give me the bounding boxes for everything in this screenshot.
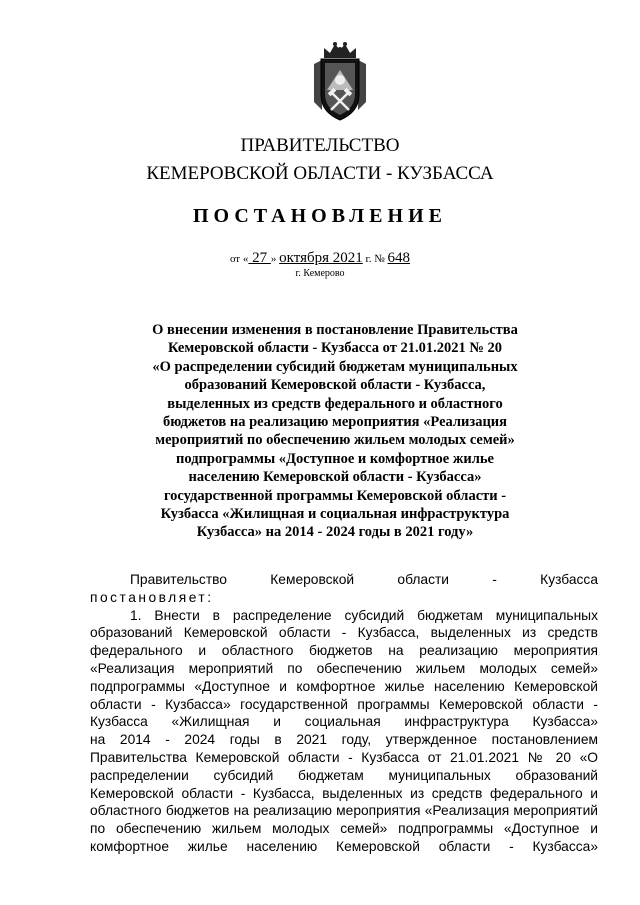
subject-line: подпрограммы «Доступное и комфортное жилье (176, 450, 494, 467)
body-line: области - Кузбасса» государственной программы Кемеровской области - (90, 696, 598, 712)
subject-line: образований Кемеровской области - Кузбасса, (184, 377, 486, 394)
date-suffix: г. № (362, 253, 388, 265)
subject-line: мероприятий по обеспечению жильем молодых семей» (155, 432, 515, 449)
body-line: федерального и областного бюджетов на реализацию мероприятия (90, 643, 598, 659)
body-line: по обеспечению жильем молодых семей» подпрограммы «Доступное и (90, 821, 598, 837)
date-month-year: октября 2021 (279, 250, 363, 266)
document-number: 648 (387, 250, 411, 266)
body-line: образований Кемеровской области - Кузбасса, выделенных из средств (90, 625, 598, 641)
body-line: «Реализация мероприятий по обеспечению жильем молодых семей» (90, 660, 598, 676)
subject-line: Кемеровской области - Кузбасса от 21.01.2021 № 20 (167, 340, 503, 357)
body-line: подпрограммы «Доступное и комфортное жилье населению Кемеровской (90, 678, 598, 694)
subject-line: Кузбасса «Жилищная и социальная инфраструктура (160, 506, 510, 523)
decree-subject (120, 321, 550, 542)
body-line: Правительства Кемеровской области - Кузбасса от 21.01.2021 № 20 «О (90, 749, 598, 765)
government-name-line1: ПРАВИТЕЛЬСТВО (240, 135, 400, 156)
subject-line: выделенных из средств федерального и областного (167, 395, 503, 412)
body-line: 1. Внести в распределение субсидий бюджетам муниципальных (130, 607, 598, 623)
body-line: Кемеровской области - Кузбасса, выделенных из средств федерального и (90, 785, 598, 801)
date-number-line (0, 250, 640, 267)
body-line: постановляет: (90, 589, 214, 605)
date-mid: » (270, 253, 280, 265)
body-line: распределении субсидий бюджетам муниципальных образований (90, 767, 598, 783)
subject-line: государственной программы Кемеровской области - (163, 487, 507, 504)
date-day: 27 (248, 250, 271, 266)
date-prefix: от « (229, 253, 249, 265)
coat-of-arms-icon (310, 40, 370, 125)
subject-line: населению Кемеровской области - Кузбасса» (188, 469, 482, 486)
subject-line: О внесении изменения в постановление Правительства (152, 322, 518, 338)
subject-line: «О распределении субсидий бюджетам муниципальных (152, 358, 518, 375)
subject-line: Кузбасса» на 2014 - 2024 годы в 2021 году» (196, 524, 474, 541)
subject-line: бюджетов на реализацию мероприятия «Реализация (163, 414, 507, 431)
decree-body (90, 571, 598, 856)
body-line: областного бюджетов на реализацию мероприятия «Реализация мероприятий (90, 803, 598, 819)
body-line: Правительство Кемеровской области - Кузбасса (130, 572, 598, 587)
body-line: на 2014 - 2024 годы в 2021 году, утвержденное постановлением (90, 732, 598, 748)
body-line: Кузбасса «Жилищная и социальная инфраструктура Кузбасса» (90, 714, 598, 730)
government-name-line2: КЕМЕРОВСКОЙ ОБЛАСТИ - КУЗБАССА (146, 163, 494, 184)
document-type-title: ПОСТАНОВЛЕНИЕ (193, 205, 447, 227)
body-line: комфортное жилье населению Кемеровской области - Кузбасса» (90, 838, 598, 854)
city-name: г. Кемерово (295, 268, 345, 279)
